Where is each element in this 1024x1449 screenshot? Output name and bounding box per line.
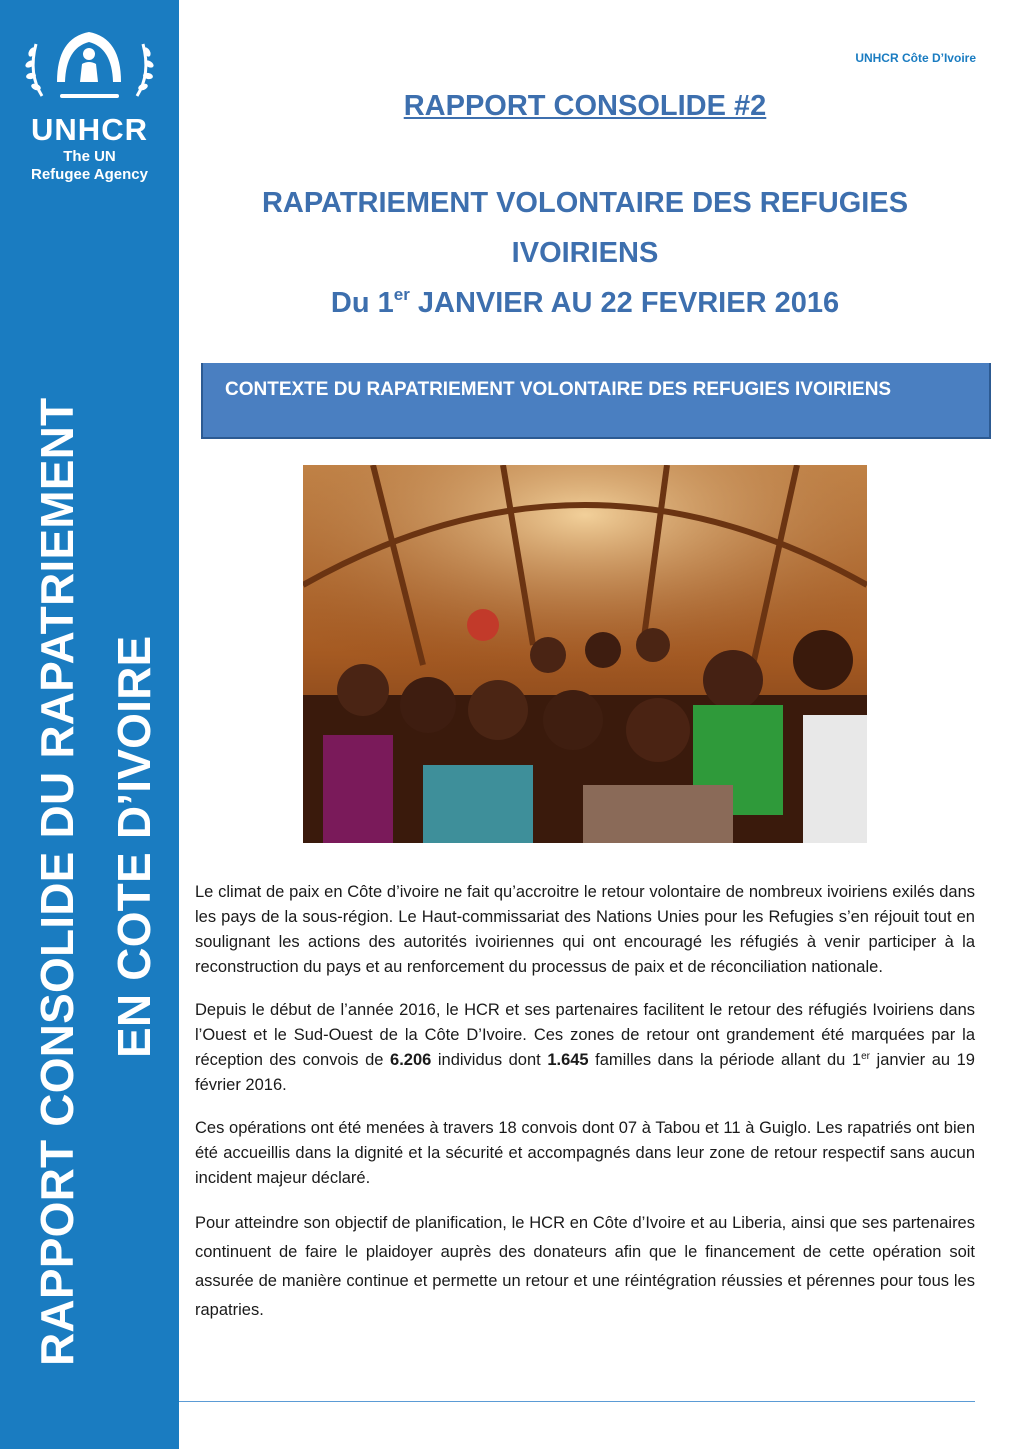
paragraph-2-part-a: Depuis le début de l’année 2016, le HCR et ses partenaires facilitent le retour des réfugiés Ivoiriens dans l’Ouest et le Sud-Ouest de la Côte D’Ivoire. Ces zones de retour ont grandement été marquées par la réception des convois de [195, 1001, 975, 1069]
paragraph-2-part-d: janvier au 19 février 2016. [195, 1051, 975, 1094]
footer-divider [179, 1401, 975, 1402]
paragraph-1: Le climat de paix en Côte d’ivoire ne fait qu’accroitre le retour volontaire de nombreux ivoiriens exilés dans les pays de la sous-région. Le Haut-commissariat des Nations Unies pour les Refugies s’en réjouit tout en soulignant les actions des autorités ivoiriennes qui ont encouragé les réfugiés à venir participer à la reconstruction du pays et au renforcement du processus de paix et de réconciliation nationale. [195, 883, 975, 976]
refugee-children-photo [303, 465, 867, 843]
body-text [195, 880, 975, 1343]
report-title: RAPPORT CONSOLIDE #2 [403, 90, 767, 122]
convoy-individuals-count: 6.206 [390, 1051, 432, 1069]
section-banner [201, 363, 991, 439]
logo-wordmark: UNHCR [31, 112, 148, 147]
unhcr-logo [0, 24, 179, 194]
paragraph-2-part-b: individus dont [431, 1051, 548, 1069]
sidebar [0, 0, 179, 1449]
convoy-families-count: 1.645 [547, 1051, 589, 1069]
main-title [200, 178, 970, 328]
main-title-line1: RAPATRIEMENT VOLONTAIRE DES REFUGIES [261, 187, 909, 219]
main-title-line3-prefix: Du 1 [330, 287, 394, 319]
paragraph-3: Ces opérations ont été menées à travers 18 convois dont 07 à Tabou et 11 à Guiglo. Les rapatriés ont bien été accueillis dans la dignité et la sécurité et accompagnés dans leur zone de retour respectif sans aucun incident majeur déclaré. [195, 1119, 975, 1187]
main-title-line3-suffix: JANVIER AU 22 FEVRIER 2016 [409, 287, 840, 319]
unhcr-emblem-icon [22, 24, 157, 106]
paragraph-4: Pour atteindre son objectif de planification, le HCR en Côte d’Ivoire et au Liberia, ainsi que ses partenaires continuent de faire le plaidoyer auprès des donateurs afin que le financement de cette opération soit assurée de manière continue et permette un retour et une réintégration réussies et pérennes pour tous les rapatries. [195, 1214, 975, 1319]
logo-tagline-line2: Refugee Agency [31, 166, 148, 183]
sidebar-vertical-title-line2: EN COTE D’IVOIRE [108, 635, 160, 1058]
main-title-line3 [200, 278, 970, 328]
logo-tagline-line1: The UN [63, 148, 116, 165]
main-title-line3-sup: er [393, 285, 410, 304]
paragraph-2-sup: er [861, 1051, 870, 1062]
paragraph-2 [195, 998, 975, 1098]
photo-illustration-icon [303, 465, 867, 843]
paragraph-2-part-c: familles dans la période allant du 1 [588, 1051, 862, 1069]
agency-tag: UNHCR Côte D’Ivoire [855, 51, 976, 65]
sidebar-vertical-title-line1: RAPPORT CONSOLIDE DU RAPATRIEMENT [31, 397, 83, 1366]
main-title-line2: IVOIRIENS [511, 237, 659, 269]
section-banner-label: CONTEXTE DU RAPATRIEMENT VOLONTAIRE DES REFUGIES IVOIRIENS [225, 379, 892, 400]
